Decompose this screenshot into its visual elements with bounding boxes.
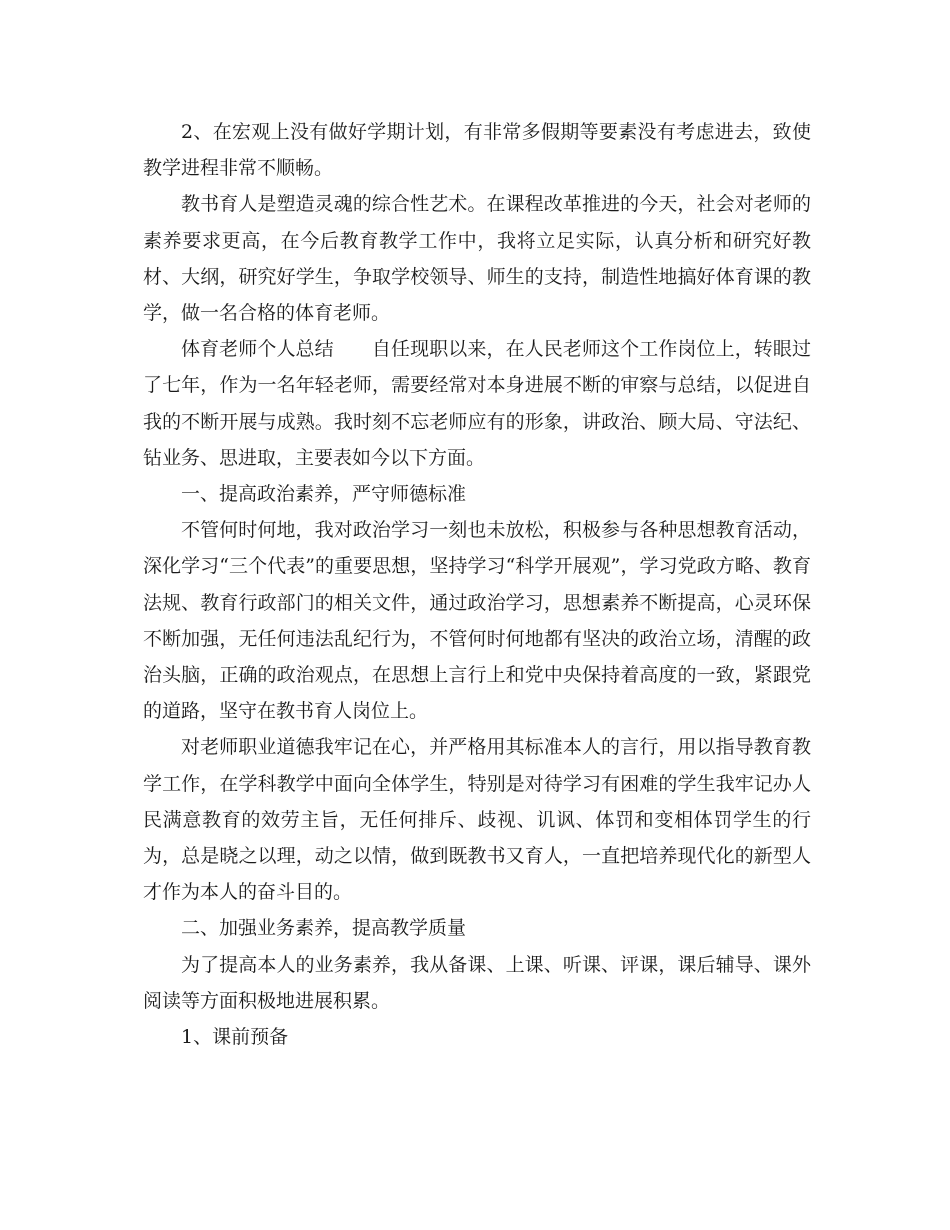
- heading-political-quality: 一、提高政治素养，严守师德标准: [181, 483, 467, 506]
- heading-professional-quality: 二、加强业务素养，提高教学质量: [181, 917, 467, 940]
- document-body: [143, 114, 811, 1055]
- paragraph-teaching-art: 教书育人是塑造灵魂的综合性艺术。在课程改革推进的今天，社会对老师的素养要求更高，在今后教育教学工作中，我将立足实际，认真分析和研究好教材、大纲，研究好学生，争取学校领导、师生的支持，制造性地搞好体育课的教学，做一名合格的体育老师。: [143, 193, 811, 325]
- paragraph-professional-improvement: 为了提高本人的业务素养，我从备课、上课、听课、评课，课后辅导、课外阅读等方面积极地进展积累。: [143, 953, 811, 1012]
- paragraph-political-study: 不管何时何地，我对政治学习一刻也未放松，积极参与各种思想教育活动，深化学习“三个代表”的重要思想，坚持学习“科学开展观”，学习党政方略、教育法规、教育行政部门的相关文件，通过政治学习，思想素养不断提高，心灵环保不断加强，无任何违法乱纪行为，不管何时何地都有坚决的政治立场，清醒的政治头脑，正确的政治观点，在思想上言行上和党中央保持着高度的一致，紧跟党的道路，坚守在教书育人岗位上。: [143, 519, 811, 723]
- heading-lesson-preparation: 1、课前预备: [181, 1026, 289, 1049]
- paragraph-personal-summary: 体育老师个人总结 自任现职以来，在人民老师这个工作岗位上，转眼过了七年，作为一名年轻老师，需要经常对本身进展不断的审察与总结，以促进自我的不断开展与成熟。我时刻不忘老师应有的形象，讲政治、顾大局、守法纪、钻业务、思进取，主要表如今以下方面。: [143, 338, 811, 469]
- paragraph-semester-plan: 2、在宏观上没有做好学期计划，有非常多假期等要素没有考虑进去，致使教学进程非常不顺畅。: [143, 121, 811, 180]
- paragraph-professional-ethics: 对老师职业道德我牢记在心，并严格用其标准本人的言行，用以指导教育教学工作，在学科教学中面向全体学生，特别是对待学习有困难的学生我牢记办人民满意教育的效劳主旨，无任何排斥、歧视、讥讽、体罚和变相体罚学生的行为，总是晓之以理，动之以情，做到既教书又育人，一直把培养现代化的新型人才作为本人的奋斗目的。: [143, 736, 811, 904]
